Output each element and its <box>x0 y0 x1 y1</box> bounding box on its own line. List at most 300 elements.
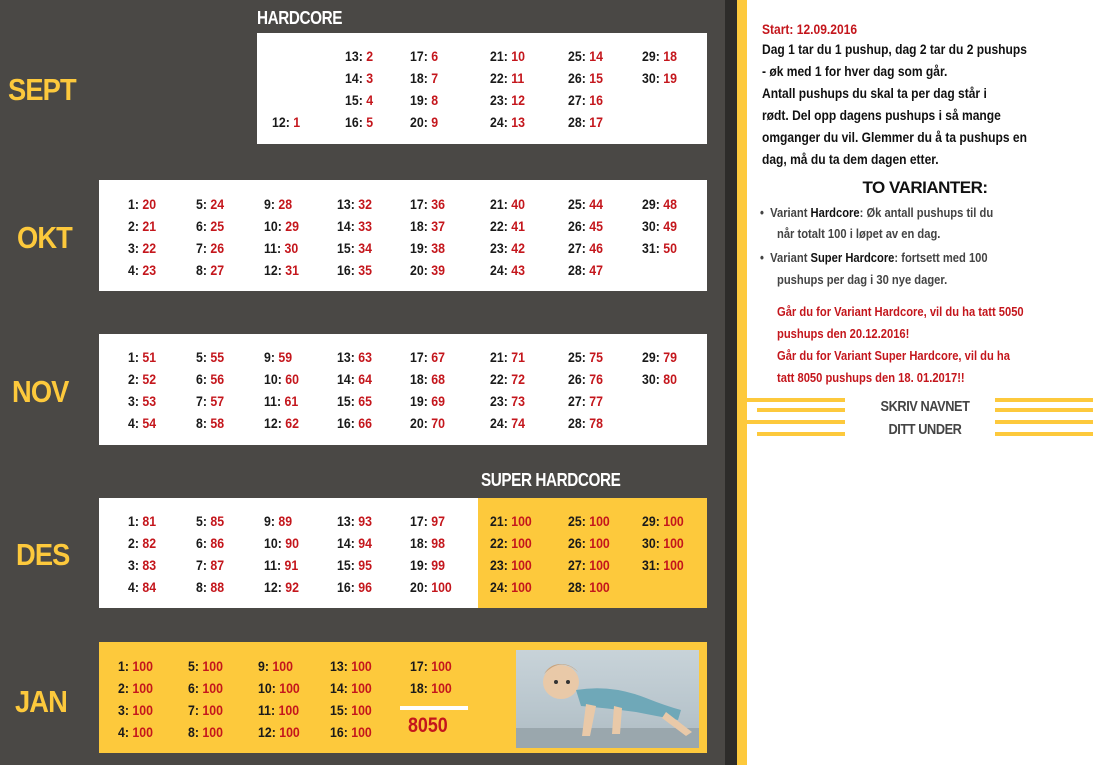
day-number: 3: <box>128 557 143 573</box>
day-cell <box>337 371 372 387</box>
day-number: 12: <box>264 579 286 595</box>
pushup-count: 34 <box>358 240 372 256</box>
info-line-6: dag, må du ta dem dagen etter. <box>762 151 939 167</box>
pushup-count: 49 <box>663 218 677 234</box>
day-cell <box>196 513 224 529</box>
b2-pre: Variant <box>770 250 811 265</box>
day-cell <box>128 535 156 551</box>
day-number: 17: <box>410 48 432 64</box>
day-cell <box>568 48 603 64</box>
pushup-count: 18 <box>663 48 677 64</box>
pushup-count: 100 <box>589 535 610 551</box>
pushup-count: 19 <box>663 70 677 86</box>
day-cell <box>410 114 438 130</box>
pushup-count: 100 <box>132 702 153 718</box>
pushup-count: 100 <box>279 680 300 696</box>
day-cell <box>118 658 153 674</box>
day-number: 9: <box>264 349 279 365</box>
day-cell <box>410 92 438 108</box>
pushup-count: 63 <box>358 349 372 365</box>
pushup-count: 47 <box>589 262 603 278</box>
day-number: 24: <box>490 579 512 595</box>
day-cell <box>642 535 684 551</box>
day-cell <box>410 557 445 573</box>
day-cell <box>330 702 372 718</box>
day-cell <box>410 535 445 551</box>
day-number: 13: <box>337 349 359 365</box>
day-cell <box>258 702 299 718</box>
day-number: 18: <box>410 680 432 696</box>
day-cell <box>410 218 445 234</box>
day-cell <box>568 415 603 431</box>
day-number: 11: <box>264 557 285 573</box>
day-cell <box>128 579 156 595</box>
pushup-count: 100 <box>511 579 532 595</box>
pushup-count: 54 <box>142 415 157 431</box>
day-cell <box>642 218 677 234</box>
pushup-count: 6 <box>431 48 439 64</box>
day-number: 23: <box>490 92 512 108</box>
nov-panel <box>99 334 707 445</box>
day-number: 26: <box>568 535 590 551</box>
day-number: 30: <box>642 535 664 551</box>
day-cell <box>128 240 156 256</box>
pushup-count: 96 <box>358 579 372 595</box>
day-cell <box>196 262 224 278</box>
day-cell <box>410 415 445 431</box>
day-cell <box>264 579 299 595</box>
day-number: 12: <box>258 724 280 740</box>
day-cell <box>568 349 603 365</box>
pushup-count: 82 <box>142 535 157 551</box>
day-cell <box>188 724 223 740</box>
day-cell <box>568 535 610 551</box>
pushup-count: 92 <box>285 579 299 595</box>
day-number: 14: <box>330 680 352 696</box>
pushup-count: 100 <box>132 658 153 674</box>
day-number: 3: <box>128 393 143 409</box>
day-cell <box>490 371 525 387</box>
day-cell <box>490 196 525 212</box>
pushup-count: 28 <box>278 196 293 212</box>
day-cell <box>118 724 153 740</box>
pushup-count: 78 <box>589 415 603 431</box>
pushup-count: 1 <box>293 114 301 130</box>
day-number: 16: <box>337 415 359 431</box>
day-number: 29: <box>642 48 664 64</box>
day-number: 27: <box>568 240 590 256</box>
day-cell <box>196 371 224 387</box>
pushup-count: 97 <box>431 513 445 529</box>
pushup-count: 100 <box>511 557 532 573</box>
day-number: 12: <box>272 114 294 130</box>
pushup-count: 5 <box>366 114 374 130</box>
day-cell <box>345 92 373 108</box>
day-number: 27: <box>568 393 590 409</box>
day-cell <box>345 48 373 64</box>
day-number: 23: <box>490 557 512 573</box>
day-number: 27: <box>568 557 590 573</box>
day-cell <box>337 349 372 365</box>
day-cell <box>196 415 224 431</box>
month-label-okt: OKT <box>17 220 72 255</box>
b1-post: : Øk antall pushups til du <box>859 205 994 220</box>
day-cell <box>196 240 224 256</box>
day-cell <box>568 579 610 595</box>
day-number: 12: <box>264 262 286 278</box>
day-number: 20: <box>410 262 432 278</box>
pushup-count: 10 <box>511 48 525 64</box>
day-number: 26: <box>568 70 590 86</box>
day-cell <box>330 724 372 740</box>
day-cell <box>196 535 224 551</box>
day-cell <box>258 658 293 674</box>
day-number: 28: <box>568 579 590 595</box>
pushup-count: 7 <box>431 70 439 86</box>
pushup-count: 71 <box>511 349 525 365</box>
pushup-count: 53 <box>142 393 157 409</box>
pushup-count: 81 <box>142 513 157 529</box>
hardcore-title: HARDCORE <box>257 8 343 28</box>
day-cell <box>642 349 677 365</box>
day-cell <box>264 349 292 365</box>
day-cell <box>264 513 292 529</box>
day-number: 1: <box>128 349 143 365</box>
pushup-count: 9 <box>431 114 439 130</box>
pushup-count: 77 <box>589 393 603 409</box>
pushup-count: 100 <box>279 724 300 740</box>
day-number: 22: <box>490 371 512 387</box>
day-cell <box>490 349 525 365</box>
day-cell <box>128 513 156 529</box>
day-cell <box>196 579 224 595</box>
pushup-count: 64 <box>358 371 372 387</box>
day-cell <box>337 393 372 409</box>
pushup-count: 100 <box>663 535 684 551</box>
day-cell <box>490 70 524 86</box>
pushup-count: 58 <box>210 415 225 431</box>
day-cell <box>128 557 156 573</box>
pushup-count: 61 <box>284 393 299 409</box>
pushup-count: 100 <box>431 680 452 696</box>
day-cell <box>128 349 156 365</box>
month-label-sept: SEPT <box>8 72 76 107</box>
pushup-count: 38 <box>431 240 445 256</box>
pushup-count: 21 <box>142 218 157 234</box>
day-number: 2: <box>128 535 143 551</box>
day-number: 18: <box>410 371 432 387</box>
day-number: 30: <box>642 371 664 387</box>
day-number: 29: <box>642 196 664 212</box>
day-number: 20: <box>410 415 432 431</box>
day-number: 5: <box>196 196 211 212</box>
day-number: 9: <box>264 196 279 212</box>
day-number: 23: <box>490 240 512 256</box>
day-cell <box>490 240 525 256</box>
day-number: 4: <box>128 579 143 595</box>
day-number: 16: <box>345 114 367 130</box>
day-cell <box>490 513 532 529</box>
day-number: 30: <box>642 70 664 86</box>
day-number: 11: <box>264 393 285 409</box>
pushup-count: 91 <box>284 557 299 573</box>
day-cell <box>490 393 525 409</box>
day-cell <box>264 218 299 234</box>
day-number: 24: <box>490 114 512 130</box>
day-number: 17: <box>410 196 432 212</box>
day-cell <box>128 196 156 212</box>
day-cell <box>410 196 445 212</box>
day-number: 26: <box>568 371 590 387</box>
month-label-jan: JAN <box>15 684 67 719</box>
b2-bold: Super Hardcore <box>810 250 895 265</box>
day-number: 26: <box>568 218 590 234</box>
month-label-des: DES <box>16 537 70 572</box>
day-cell <box>188 680 223 696</box>
day-cell <box>337 415 372 431</box>
day-cell <box>337 557 372 573</box>
pushup-count: 72 <box>511 371 525 387</box>
day-cell <box>264 196 292 212</box>
day-cell <box>337 240 372 256</box>
day-cell <box>642 513 684 529</box>
day-cell <box>330 680 372 696</box>
day-cell <box>490 415 525 431</box>
day-cell <box>642 70 677 86</box>
pushup-count: 100 <box>202 724 223 740</box>
pushup-count: 3 <box>366 70 374 86</box>
day-number: 4: <box>128 415 143 431</box>
day-number: 25: <box>568 349 590 365</box>
pushup-count: 8 <box>431 92 439 108</box>
month-label-nov: NOV <box>12 374 69 409</box>
pushup-count: 42 <box>511 240 525 256</box>
pushup-count: 93 <box>358 513 372 529</box>
day-number: 19: <box>410 557 432 573</box>
day-cell <box>337 535 372 551</box>
day-cell <box>188 702 223 718</box>
pushup-count: 84 <box>142 579 157 595</box>
pushup-count: 67 <box>431 349 445 365</box>
day-number: 19: <box>410 240 432 256</box>
pushup-count: 46 <box>589 240 603 256</box>
baby-pushup-photo <box>516 650 699 748</box>
name-prompt-line-2: DITT UNDER <box>888 421 962 438</box>
varianter-title: TO VARIANTER: <box>862 178 988 197</box>
pushup-count: 100 <box>431 579 452 595</box>
day-cell <box>264 415 299 431</box>
pushup-count: 100 <box>351 658 372 674</box>
pushup-count: 74 <box>511 415 525 431</box>
day-number: 1: <box>128 513 143 529</box>
pushup-count: 20 <box>142 196 157 212</box>
pushup-count: 62 <box>285 415 299 431</box>
pushup-count: 39 <box>431 262 445 278</box>
pushup-count: 100 <box>589 579 610 595</box>
day-cell <box>568 557 610 573</box>
info-line-3: Antall pushups du skal ta per dag står i <box>762 85 987 101</box>
pushup-count: 2 <box>366 48 374 64</box>
pushup-count: 85 <box>210 513 225 529</box>
pushup-count: 88 <box>210 579 225 595</box>
pushup-count: 36 <box>431 196 445 212</box>
pushup-count: 95 <box>358 557 372 573</box>
pushup-count: 100 <box>663 513 684 529</box>
pushup-count: 16 <box>589 92 603 108</box>
info-line-5: omganger du vil. Glemmer du å ta pushups en <box>762 129 1027 145</box>
day-cell <box>490 48 525 64</box>
day-number: 24: <box>490 415 512 431</box>
day-cell <box>410 70 438 86</box>
day-cell <box>264 557 298 573</box>
day-number: 15: <box>345 92 367 108</box>
day-number: 7: <box>196 240 211 256</box>
day-number: 5: <box>196 513 211 529</box>
pushup-count: 33 <box>358 218 372 234</box>
day-cell <box>128 371 156 387</box>
day-cell <box>490 218 525 234</box>
day-number: 22: <box>490 218 512 234</box>
day-cell <box>642 557 684 573</box>
pushup-count: 100 <box>132 724 153 740</box>
pushup-count: 41 <box>511 218 525 234</box>
pushup-count: 59 <box>278 349 293 365</box>
total-pushups: 8050 <box>408 714 448 737</box>
column-divider <box>725 0 737 765</box>
day-cell <box>345 114 373 130</box>
day-cell <box>568 262 603 278</box>
day-number: 16: <box>337 262 359 278</box>
day-number: 15: <box>337 557 359 573</box>
pushup-count: 100 <box>202 702 223 718</box>
super-hardcore-title: SUPER HARDCORE <box>481 470 621 490</box>
day-cell <box>258 724 300 740</box>
bullet-super-hardcore-line2: pushups per dag i 30 nye dager. <box>777 272 948 287</box>
day-cell <box>568 114 603 130</box>
day-cell <box>490 262 525 278</box>
bullet-super-hardcore: • Variant Super Hardcore: fortsett med 100 <box>760 250 988 265</box>
day-number: 7: <box>196 557 211 573</box>
pushup-count: 79 <box>663 349 677 365</box>
day-cell <box>196 349 224 365</box>
pushup-count: 4 <box>366 92 374 108</box>
pushup-count: 24 <box>210 196 225 212</box>
day-cell <box>264 393 298 409</box>
day-cell <box>128 415 156 431</box>
day-number: 1: <box>128 196 143 212</box>
day-cell <box>410 513 445 529</box>
pushup-count: 35 <box>358 262 372 278</box>
day-number: 3: <box>118 702 133 718</box>
day-number: 11: <box>258 702 279 718</box>
day-number: 19: <box>410 92 432 108</box>
pushup-count: 99 <box>431 557 445 573</box>
day-cell <box>264 535 299 551</box>
day-number: 2: <box>128 218 143 234</box>
pushup-count: 27 <box>210 262 225 278</box>
day-number: 10: <box>264 535 286 551</box>
day-cell <box>642 240 677 256</box>
day-number: 15: <box>337 393 359 409</box>
pushup-count: 48 <box>663 196 677 212</box>
b1-pre: Variant <box>770 205 811 220</box>
day-cell <box>490 579 532 595</box>
day-number: 9: <box>264 513 279 529</box>
day-number: 25: <box>568 48 590 64</box>
pushup-count: 100 <box>589 557 610 573</box>
pushup-count: 75 <box>589 349 603 365</box>
day-cell <box>196 196 224 212</box>
day-cell <box>568 92 603 108</box>
day-number: 29: <box>642 349 664 365</box>
day-number: 6: <box>188 680 203 696</box>
red-note-1: Går du for Variant Hardcore, vil du ha tatt 5050 <box>777 304 1024 319</box>
pushup-count: 100 <box>511 513 532 529</box>
day-number: 31: <box>642 240 664 256</box>
day-cell <box>337 513 372 529</box>
day-cell <box>345 70 373 86</box>
pushup-count: 98 <box>431 535 445 551</box>
day-number: 28: <box>568 415 590 431</box>
day-number: 2: <box>118 680 133 696</box>
day-cell <box>490 92 525 108</box>
day-cell <box>410 680 452 696</box>
day-number: 18: <box>410 535 432 551</box>
day-cell <box>568 513 610 529</box>
day-number: 10: <box>258 680 280 696</box>
day-number: 11: <box>264 240 285 256</box>
day-number: 17: <box>410 349 432 365</box>
day-number: 8: <box>196 262 211 278</box>
day-number: 21: <box>490 349 512 365</box>
day-number: 28: <box>568 114 590 130</box>
pushup-count: 29 <box>285 218 299 234</box>
pushup-count: 100 <box>511 535 532 551</box>
day-number: 28: <box>568 262 590 278</box>
pushup-count: 90 <box>285 535 299 551</box>
pushup-count: 89 <box>278 513 293 529</box>
day-cell <box>568 196 603 212</box>
pushup-count: 68 <box>431 371 445 387</box>
day-cell <box>490 114 525 130</box>
day-number: 22: <box>490 70 512 86</box>
day-cell <box>118 680 153 696</box>
day-cell <box>642 48 677 64</box>
pushup-count: 57 <box>210 393 225 409</box>
day-number: 13: <box>337 196 359 212</box>
day-cell <box>128 262 156 278</box>
day-cell <box>330 658 372 674</box>
pushup-count: 22 <box>142 240 157 256</box>
day-cell <box>568 393 603 409</box>
day-number: 13: <box>337 513 359 529</box>
day-number: 4: <box>118 724 133 740</box>
day-cell <box>410 349 445 365</box>
day-number: 13: <box>330 658 352 674</box>
pushup-count: 25 <box>210 218 225 234</box>
info-line-1: Dag 1 tar du 1 pushup, dag 2 tar du 2 pushups <box>762 41 1027 57</box>
pushup-count: 60 <box>285 371 299 387</box>
day-cell <box>568 240 603 256</box>
info-line-4: rødt. Del opp dagens pushups i så mange <box>762 107 1001 123</box>
day-cell <box>196 218 224 234</box>
pushup-count: 56 <box>210 371 225 387</box>
pushup-count: 14 <box>589 48 603 64</box>
day-number: 20: <box>410 114 432 130</box>
day-cell <box>264 262 299 278</box>
day-number: 7: <box>188 702 203 718</box>
day-number: 13: <box>345 48 367 64</box>
